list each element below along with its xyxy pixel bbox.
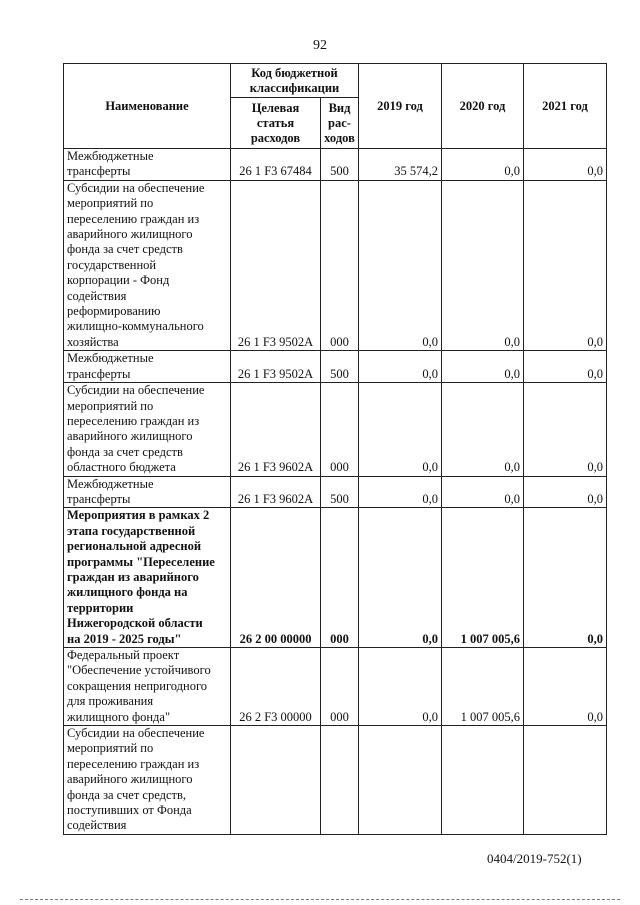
row-name [64, 476, 231, 508]
row-name [64, 149, 231, 181]
row-value-2021: 0,0 [524, 180, 607, 350]
row-value-2019: 35 574,2 [359, 149, 442, 181]
row-name-line: переселению граждан из [67, 756, 200, 771]
row-name-line: аварийного жилищного [67, 429, 193, 444]
row-expense-kind: 500 [321, 351, 359, 383]
header-code-group: Код бюджетной классификации [231, 64, 359, 98]
table-row [64, 149, 607, 181]
row-value-2020: 0,0 [442, 180, 524, 350]
budget-table [63, 63, 607, 835]
header-2020: 2020 год [442, 64, 524, 149]
row-name-line: мероприятий по [67, 398, 154, 413]
row-value-2021: 0,0 [524, 476, 607, 508]
row-name [64, 508, 231, 648]
row-name-line: переселению граждан из [67, 413, 200, 428]
row-expense-kind [321, 726, 359, 835]
row-name-line: Федеральный проект [67, 648, 180, 662]
table-row [64, 726, 607, 835]
row-name-line: территории [67, 600, 134, 615]
row-name-line: аварийного жилищного [67, 227, 193, 242]
row-name-line: содействия [67, 818, 127, 833]
row-expense-kind: 000 [321, 508, 359, 648]
row-value-2020: 1 007 005,6 [442, 648, 524, 726]
row-value-2021: 0,0 [524, 149, 607, 181]
scan-edge-line [20, 899, 620, 900]
row-name-line: мероприятий по [67, 196, 154, 211]
row-value-2019: 0,0 [359, 648, 442, 726]
row-name-line: программы "Переселение [67, 554, 215, 569]
row-expense-kind: 000 [321, 383, 359, 476]
row-expense-kind: 500 [321, 149, 359, 181]
row-value-2021: 0,0 [524, 508, 607, 648]
row-name-line: граждан из аварийного [67, 569, 199, 584]
row-name [64, 180, 231, 350]
row-name-line: Субсидии на обеспечение [67, 726, 205, 741]
row-name [64, 648, 231, 726]
table-row [64, 383, 607, 476]
row-name-line: содействия [67, 288, 127, 303]
row-name-line: Межбюджетные [67, 351, 154, 366]
table-row [64, 648, 607, 726]
row-name-line: Межбюджетные [67, 476, 154, 491]
row-value-2020 [442, 726, 524, 835]
row-value-2019 [359, 726, 442, 835]
row-name-line: Субсидии на обеспечение [67, 180, 205, 195]
row-name [64, 383, 231, 476]
row-value-2019: 0,0 [359, 476, 442, 508]
row-name-line: трансферты [67, 491, 131, 506]
row-expense-kind: 000 [321, 180, 359, 350]
row-name-line: корпорации - Фонд [67, 273, 170, 288]
row-name-line: фонда за счет средств [67, 444, 183, 459]
row-name-line: областного бюджета [67, 460, 176, 475]
header-2019: 2019 год [359, 64, 442, 149]
header-target: Целевая статья расходов [231, 98, 321, 149]
row-name-line: жилищного фонда на [67, 585, 188, 600]
row-target-code: 26 1 F3 9602A [231, 476, 321, 508]
row-value-2020: 0,0 [442, 149, 524, 181]
page-number: 92 [313, 38, 327, 53]
table-row [64, 508, 607, 648]
row-name-line: трансферты [67, 366, 131, 381]
row-name-line: на 2019 - 2025 годы" [67, 631, 182, 646]
row-target-code [231, 726, 321, 835]
document-code: 0404/2019-752(1) [487, 851, 582, 866]
row-target-code: 26 1 F3 9602A [231, 383, 321, 476]
row-name-line: трансферты [67, 164, 131, 179]
row-name-line: Субсидии на обеспечение [67, 383, 205, 398]
row-value-2019: 0,0 [359, 351, 442, 383]
row-name-line: Межбюджетные [67, 149, 154, 163]
table-body [64, 149, 607, 835]
row-target-code: 26 1 F3 67484 [231, 149, 321, 181]
row-value-2021 [524, 726, 607, 835]
row-name-line: фонда за счет средств [67, 242, 183, 257]
row-value-2021: 0,0 [524, 383, 607, 476]
row-value-2020: 0,0 [442, 351, 524, 383]
row-name-line: реформированию [67, 304, 161, 319]
row-name-line: "Обеспечение устойчивого [67, 663, 211, 678]
row-value-2020: 1 007 005,6 [442, 508, 524, 648]
row-name-line: жилищно-коммунального [67, 319, 204, 334]
row-name-line: сокращения непригодного [67, 678, 208, 693]
row-name-line: для проживания [67, 694, 154, 709]
row-name-line: региональной адресной [67, 539, 202, 554]
row-value-2020: 0,0 [442, 383, 524, 476]
table-row [64, 180, 607, 350]
row-name-line: Нижегородской области [67, 616, 203, 631]
row-name-line: Мероприятия в рамках 2 [67, 508, 210, 523]
row-value-2021: 0,0 [524, 648, 607, 726]
row-target-code: 26 2 00 00000 [231, 508, 321, 648]
row-expense-kind: 500 [321, 476, 359, 508]
row-expense-kind: 000 [321, 648, 359, 726]
row-name-line: переселению граждан из [67, 211, 200, 226]
row-name-line: аварийного жилищного [67, 772, 193, 787]
row-target-code: 26 1 F3 9502A [231, 180, 321, 350]
row-value-2020: 0,0 [442, 476, 524, 508]
row-value-2019: 0,0 [359, 508, 442, 648]
row-name-line: этапа государственной [67, 523, 196, 538]
row-value-2019: 0,0 [359, 383, 442, 476]
row-value-2019: 0,0 [359, 180, 442, 350]
header-kind: Вид рас-ходов [321, 98, 359, 149]
row-name-line: фонда за счет средств, [67, 787, 186, 802]
row-name-line: мероприятий по [67, 741, 154, 756]
header-2021: 2021 год [524, 64, 607, 149]
row-name [64, 351, 231, 383]
table-row [64, 351, 607, 383]
row-name [64, 726, 231, 835]
row-name-line: поступивших от Фонда [67, 803, 192, 818]
row-target-code: 26 1 F3 9502A [231, 351, 321, 383]
table-row [64, 476, 607, 508]
row-name-line: жилищного фонда" [67, 709, 171, 724]
header-name: Наименование [64, 64, 231, 149]
row-name-line: хозяйства [67, 334, 119, 349]
row-value-2021: 0,0 [524, 351, 607, 383]
row-target-code: 26 2 F3 00000 [231, 648, 321, 726]
row-name-line: государственной [67, 257, 157, 272]
